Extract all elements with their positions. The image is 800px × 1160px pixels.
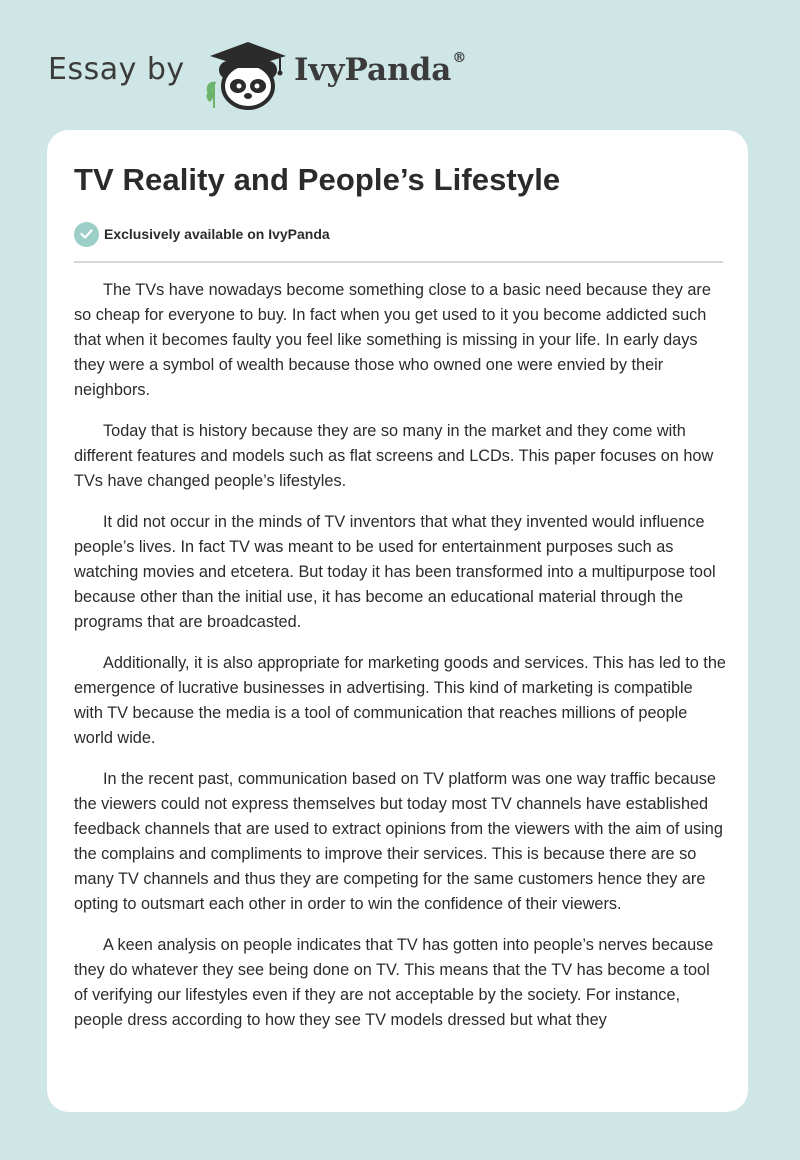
essay-paragraph: Additionally, it is also appropriate for marketing goods and services. This has led to the emergence of lucrative businesses in advertising. This kind of marketing is compatible with TV because the media is a tool of communication that reaches millions of people world wide. bbox=[74, 654, 726, 747]
essay-paragraph: It did not occur in the minds of TV inventors that what they invented would influence people’s lives. In fact TV was meant to be used for entertainment purposes such as watching movies and etcetera. But today it has been transformed into a multipurpose tool because other than the initial use, it has become an educational material through the programs that are broadcasted. bbox=[74, 513, 716, 631]
essay-paragraph: A keen analysis on people indicates that TV has gotten into people’s nerves because they do whatever they see being done on TV. This means that the TV has become a tool of verifying our lifestyles even if they are not acceptable by the society. For instance, people dress according to how they see TV models dressed but what they bbox=[74, 936, 714, 1029]
essay-paragraph: Today that is history because they are so many in the market and they come with different features and models such as flat screens and LCDs. This paper focuses on how TVs have changed people’s lifestyles. bbox=[74, 422, 714, 490]
trademark-symbol: ® bbox=[452, 50, 467, 66]
essay-paragraph: In the recent past, communication based on TV platform was one way traffic because the viewers could not express themselves but today most TV channels have established feedback channels that are used to extract opinions from the viewers with the aim of using the complains and compliments to improve their services. This is because there are so many TV channels and thus they are competing for the same customers hence they are opting to outsmart each other in order to win the confidence of their viewers. bbox=[74, 770, 723, 913]
panda-graduate-icon bbox=[202, 36, 290, 112]
essay-paragraph: The TVs have nowadays become something close to a basic need because they are so cheap for everyone to buy. In fact when you get used to it you become addicted such that when it becomes faulty you feel like something is missing in your life. In early days they were a symbol of wealth because those who owned one were envied by their neighbors. bbox=[74, 281, 711, 399]
essay-body bbox=[74, 278, 726, 1049]
essay-by-label: Essay by bbox=[48, 52, 185, 87]
exclusive-badge-label: Exclusively available on IvyPanda bbox=[104, 226, 330, 242]
essay-card bbox=[47, 130, 748, 1112]
title-divider bbox=[74, 261, 723, 263]
site-header bbox=[48, 30, 508, 110]
brand-label: IvyPanda bbox=[294, 52, 452, 88]
essay-title: TV Reality and People’s Lifestyle bbox=[74, 162, 561, 197]
brand-name bbox=[294, 52, 466, 88]
check-icon bbox=[74, 222, 99, 247]
exclusive-badge bbox=[74, 221, 330, 247]
